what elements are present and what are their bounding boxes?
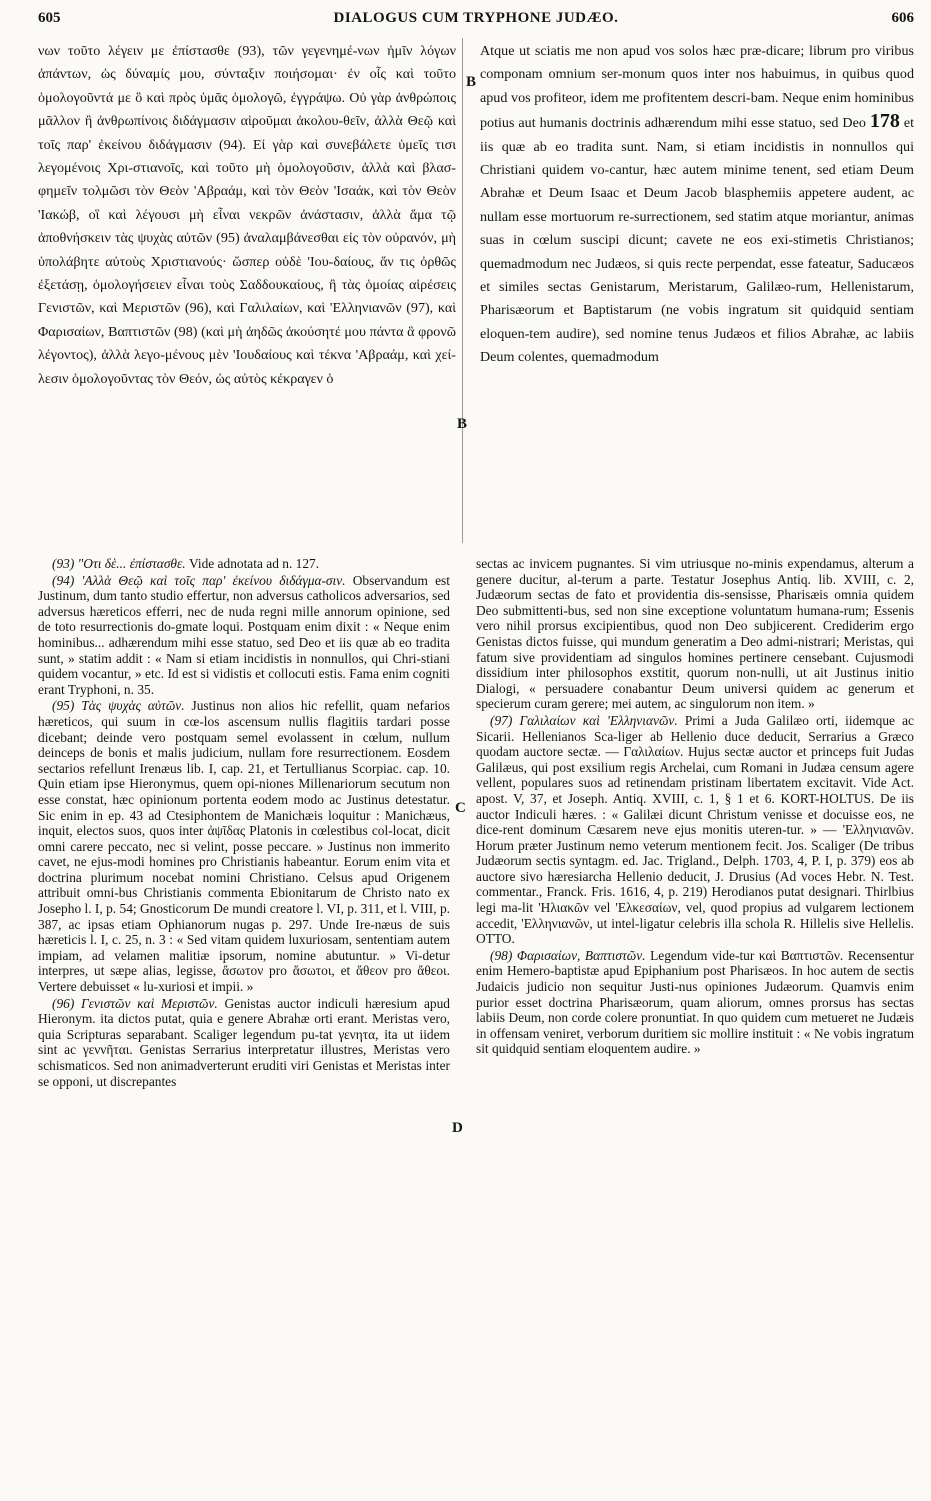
note-98: [476, 948, 914, 1057]
margin-marker-d: D: [452, 1120, 463, 1136]
section-number: 178: [869, 110, 900, 133]
page-header: [38, 10, 914, 32]
note-96: [38, 996, 450, 1090]
note-96-continued: [476, 556, 914, 712]
note-97: [476, 713, 914, 947]
note-lemma: (98) Φαρισαίων, Βαπτιστῶν.: [490, 947, 646, 963]
margin-marker-b-left: B: [466, 74, 477, 90]
note-95: [38, 698, 450, 994]
latin-text-a: Atque ut sciatis me non apud vos solos hæc præ-dicare; librum pro viribus componam omnium ser-monum quos inter nos habuimus, in quibus quod apud vos profiteor, idem me profitentem descri-bam. Neque enim hominibus potius aut humanis doctrinis adhærendum mihi esse statuo, sed Deo: [480, 43, 914, 132]
latin-text-b: et iis quæ ab eo tradita sunt. Nam, si etiam incidistis in nonnullos qui Christiani quidem vo-cantur, hæc autem minime tenent, sed etiam Deum Abrahæ et Deum Isaac et Deum Jacob blasphemiis appetere audent, ac nullam esse mortuorum re-surrectionem, sed statim atque moriantur, animas suas in cœlum suscipi dicunt; cavete ne eos exi-stimetis Christianos; quemadmodum nec Judæos, si quis recte perpendat, esse fateatur, Saducæos et similes sectas Genistarum, Meristarum, Galilæo-rum, Hellenistarum, Pharisæorum et Baptistarum (ne vobis ingratum sit quidquid sentiam eloquen-tem audire), sed nomine tenus Judæos et filios Abrahæ, ac labiis Deum colentes, quemadmodum: [480, 115, 914, 366]
note-text: Primi a Juda Galilæo orti, iidemque ac Sicarii. Hellenianos Sca-liger ab Hellenio duce deducit, Serrarius a Græco quodam auctore sectæ. — Γαλιλαίων. Hujus sectæ auctor et princeps fuit Judas Galilæus, qui post exsilium regis Archelai, cum Romani in Judæa censum agere vellent, populares suos ad retinendam pristinam libertatem excitavit. Vide Act. apost. V, 37, et Joseph. Antiq. XVIII, c. 1, § 1 et 6. KORT-HOLTUS. De iis auctor Indiculi hæres. : « Galilæi dicunt Christum venisse et docuisse eos, ne dice-rent dominum Cæsarem neve ejus monitis uteren-tur. » — 'Ελληνιανῶν. Horum præter Justinum nemo veterum mentionem fecit. Jos. Scaliger (De tribus Judæorum sectis syntagm. ed. Jac. Trigland., Delph. 1703, 4, P. I, p. 379) eos ab auctore sivo hæresiarcha Hellenio deducit, J. Drusius (Ad voces Hebr. N. Test. commentar., Franck. Fris. 1616, 4, p. 219) Herodianos putat designari. Thirlbius legi ma-lit 'Ηλιακῶν vel 'Ελκεσαίων, vel, quod propius ad vulgarem lectionem accedit, 'Ελληνιανῶν, ut intel-ligatur celebris illa schola R. Hillelis sive Hellelis. OTTO.: [476, 712, 915, 947]
note-text: Observandum est Justinum, dum tanto studio effertur, non adversus catholicos adversarios, sed adversus hæreticos efferri, nec de nuda regni mille annorum opinione, sed de toto resurrectionis do-gmate loqui. Postquam enim dixit : « Neque enim hominibus... adhærendum mihi esse statuo, sed Deo et iis quæ ab eo tradita sunt, » statim addit : « Nam si etiam incidistis in nonnullos, qui Chri-stiani quidem vocantur, » etc. Id est si vidistis et collocuti estis. Fama enim cogniti erant Tryphoni, n. 35.: [38, 572, 450, 697]
note-lemma: (96) Γενιστῶν καὶ Μεριστῶν.: [52, 995, 218, 1011]
running-title: DIALOGUS CUM TRYPHONE JUDÆO.: [333, 10, 619, 26]
column-divider: [462, 38, 463, 543]
margin-marker-b-right: B: [457, 416, 468, 432]
note-text: Justinus non alios hic refellit, quam nefarios hæreticos, qui suum in cœ-los ascensum nullis flagitiis tardari posse dicebant; deinde vero postquam semel evolassent in cœlum, nullum deinceps de bonis et malis judicium, nullam fore resurrectionem. Eosdem sectarios refellunt Irenæus lib. I, cap. 21, et Tertullianus Scorpiac. cap. 10. Quin etiam ipse Hieronymus, quem opi-niones Millenariorum secutum non esse constat, hæc opinionum portenta eodem modo ac Justinus detestatur. Sic enim in ep. 43 ad Ctesiphontem de Manichæis loquitur : Manichæus, inquit, electos suos, quos inter ἀψῖδας Platonis in cœlestibus col-locat, dicit omni carere peccato, nec si velint, posse peccare. » Justinus non immerito cavet, ne ejus-modi homines pro Christianis habeantur. Eorum enim vita et doctrina plurimum nocebat nomini Christiano. Celsus apud Origenem attribuit omni-bus Christianis commenta Ebionitarum de Christo nato ex Josepho l. I, p. 54; Gnosticorum De mundi creatore l. VI, p. 311, et l. VIII, p. 387, ac ipsas etiam Ophianorum nugas p. 297. Unde Ire-næus de suis hæreticis l. I, c. 25, n. 3 : « Sed vitam quidem luxuriosam, sententiam autem impiam, ad velamen malitiæ ipsorum, nomine abutuntur. » Vi-detur interpres, ut sæpe alias, legisse, ἄσωτον pro ἄσωτοι, et ἄθεον pro ἄθεοι. Vertere debuisset « lu-xuriosi et impii. »: [38, 698, 450, 995]
page-number-left: 605: [38, 10, 61, 26]
note-94: [38, 573, 450, 698]
note-text: Vide adnotata ad n. 127.: [185, 556, 320, 571]
note-lemma: (94) 'Αλλὰ Θεῷ καὶ τοῖς παρ' ἐκείνου διδάγμα-σιν.: [52, 572, 346, 588]
note-lemma: (93) "Οτι δὲ... ἐπίστασθε.: [52, 556, 186, 571]
note-lemma: (95) Τὰς ψυχὰς αὐτῶν.: [52, 698, 185, 714]
latin-column: [480, 40, 914, 370]
note-text: sectas ac invicem pugnantes. Si vim utriusque no-minis expendamus, alterum a genere ducitur, al-terum a parte. Testatur Josephus Antiq. lib. XVIII, c. 2, Judæorum sectas de fato et providentia dis-sensisse, Pharisæis omnia quidem Deo submittenti-bus, sed non sine exceptione voluntatum humana-rum; Essenis vero nihil prorsus excipientibus, quod non Deo subjicerent. Crediderim ergo Genistas dictos fuisse, qui mundum generatim a Deo admi-nistrari; Meristas, qui fatum sive providentiam ad singulos homines pertinere censebant. Cujusmodi dissidium inter philosophos exstitit, quorum non-nulli, ut ait Justinus initio Dialogi, « persuadere conabantur Deum universi quidem ac generum et specierum curam gerere; mei autem, ac singulorum non item. »: [476, 556, 914, 712]
note-text: Genistas auctor indiculi hæresium apud Hieronym. ita dictos putat, quia e genere Abrahæ orti erant. Meristas vero, quia Scripturas separabant. Scaliger legendum pu-tat γενητα, ita ut iidem sint ac γεννῆται. Genistas Serrarius interpretatur illustres, Meristas vero schismaticos. Sed non animadverterunt eruditi viri Genistas et Meristas inter se opponi, ut discrepantes: [38, 995, 450, 1089]
page-number-right: 606: [891, 10, 914, 26]
note-93: [38, 556, 450, 572]
note-lemma: (97) Γαλιλαίων καὶ 'Ελληνιανῶν.: [490, 712, 678, 728]
notes-left-column: [38, 556, 450, 1090]
note-text: Legendum vide-tur καὶ Βαπτιστῶν. Recensentur enim Hemero-baptistæ apud Epiphanium post Pharisæos. In hoc autem de sectis Judaicis judicio non sequitur Justi-nus opiniones Judæorum. Quamvis enim purior esset doctrina Pharisæorum, quam aliorum, omnes prorsus has sectas labiis Deum, non corde colere pronuntiat. In quo quidem cum metueret ne Judæis in offensam veniret, verborum duritiem sic mollire instituit : « Ne vobis ingratum sit quidquid sentiam eloquentem audire. »: [476, 947, 915, 1057]
greek-text: νων τοῦτο λέγειν με ἐπίστασθε (93), τῶν γεγενημέ-νων ἡμῖν λόγων ἁπάντων, ὡς δύναμίς μου, σύνταξιν ποιήσομαι· ἐν οἷς καὶ τοῦτο ὁμολογοῦντά με ὃ καὶ πρὸς ὑμᾶς ὁμολογῶ, ἐγγράψω. Οὐ γὰρ ἀνθρώποις μᾶλλον ἢ ἀνθρωπίνοις διδάγμασιν αἱροῦμαι ἀκολου-θεῖν, ἀλλὰ Θεῷ καὶ τοῖς παρ' ἐκείνου διδάγμασιν (94). Εἰ γὰρ καὶ συνεβάλετε ὑμεῖς τισι λεγομένοις Χρι-στιανοῖς, καὶ τοῦτο μὴ ὁμολογοῦσιν, ἀλλὰ καὶ βλασ-φημεῖν τολμῶσι τὸν Θεὸν 'Αβραάμ, καὶ τὸν Θεὸν 'Ισαάκ, καὶ τὸν Θεὸν 'Ιακώβ, οἳ καὶ λέγουσι μὴ εἶναι νεκρῶν ἀνάστασιν, ἀλλὰ ἅμα τῷ ἀποθνήσκειν τὰς ψυχὰς αὐτῶν (95) ἀναλαμβάνεσθαι εἰς τὸν οὐρανόν, μὴ ὑπολάβητε αὐτοὺς Χριστιανούς· ὥσπερ οὐδὲ 'Ιου-δαίους, ἄν τις ὀρθῶς ἐξετάσῃ, ὁμολογήσειεν εἶναι τοὺς Σαδδουκαίους, ἢ τὰς ὁμοίας αἱρέσεις Γενιστῶν, καὶ Μεριστῶν (96), καὶ Γαλιλαίων, καὶ 'Ελληνιανῶν (97), καὶ Φαρισαίων, Βαπτιστῶν (98) (καὶ μὴ ἀηδῶς ἀκούσητέ μου πάντα ἃ φρονῶ λέγοντος), ἀλλὰ λεγο-μένους μὲν 'Ιουδαίους καὶ τέκνα 'Αβραάμ, καὶ χεί-λεσιν ὁμολογοῦντας τὸν Θεόν, ὡς αὐτὸς κέκραγεν ὁ: [38, 43, 456, 387]
notes-right-column: [476, 556, 914, 1058]
margin-marker-c: C: [455, 800, 466, 816]
latin-text: [480, 40, 914, 370]
greek-column: [38, 40, 456, 391]
